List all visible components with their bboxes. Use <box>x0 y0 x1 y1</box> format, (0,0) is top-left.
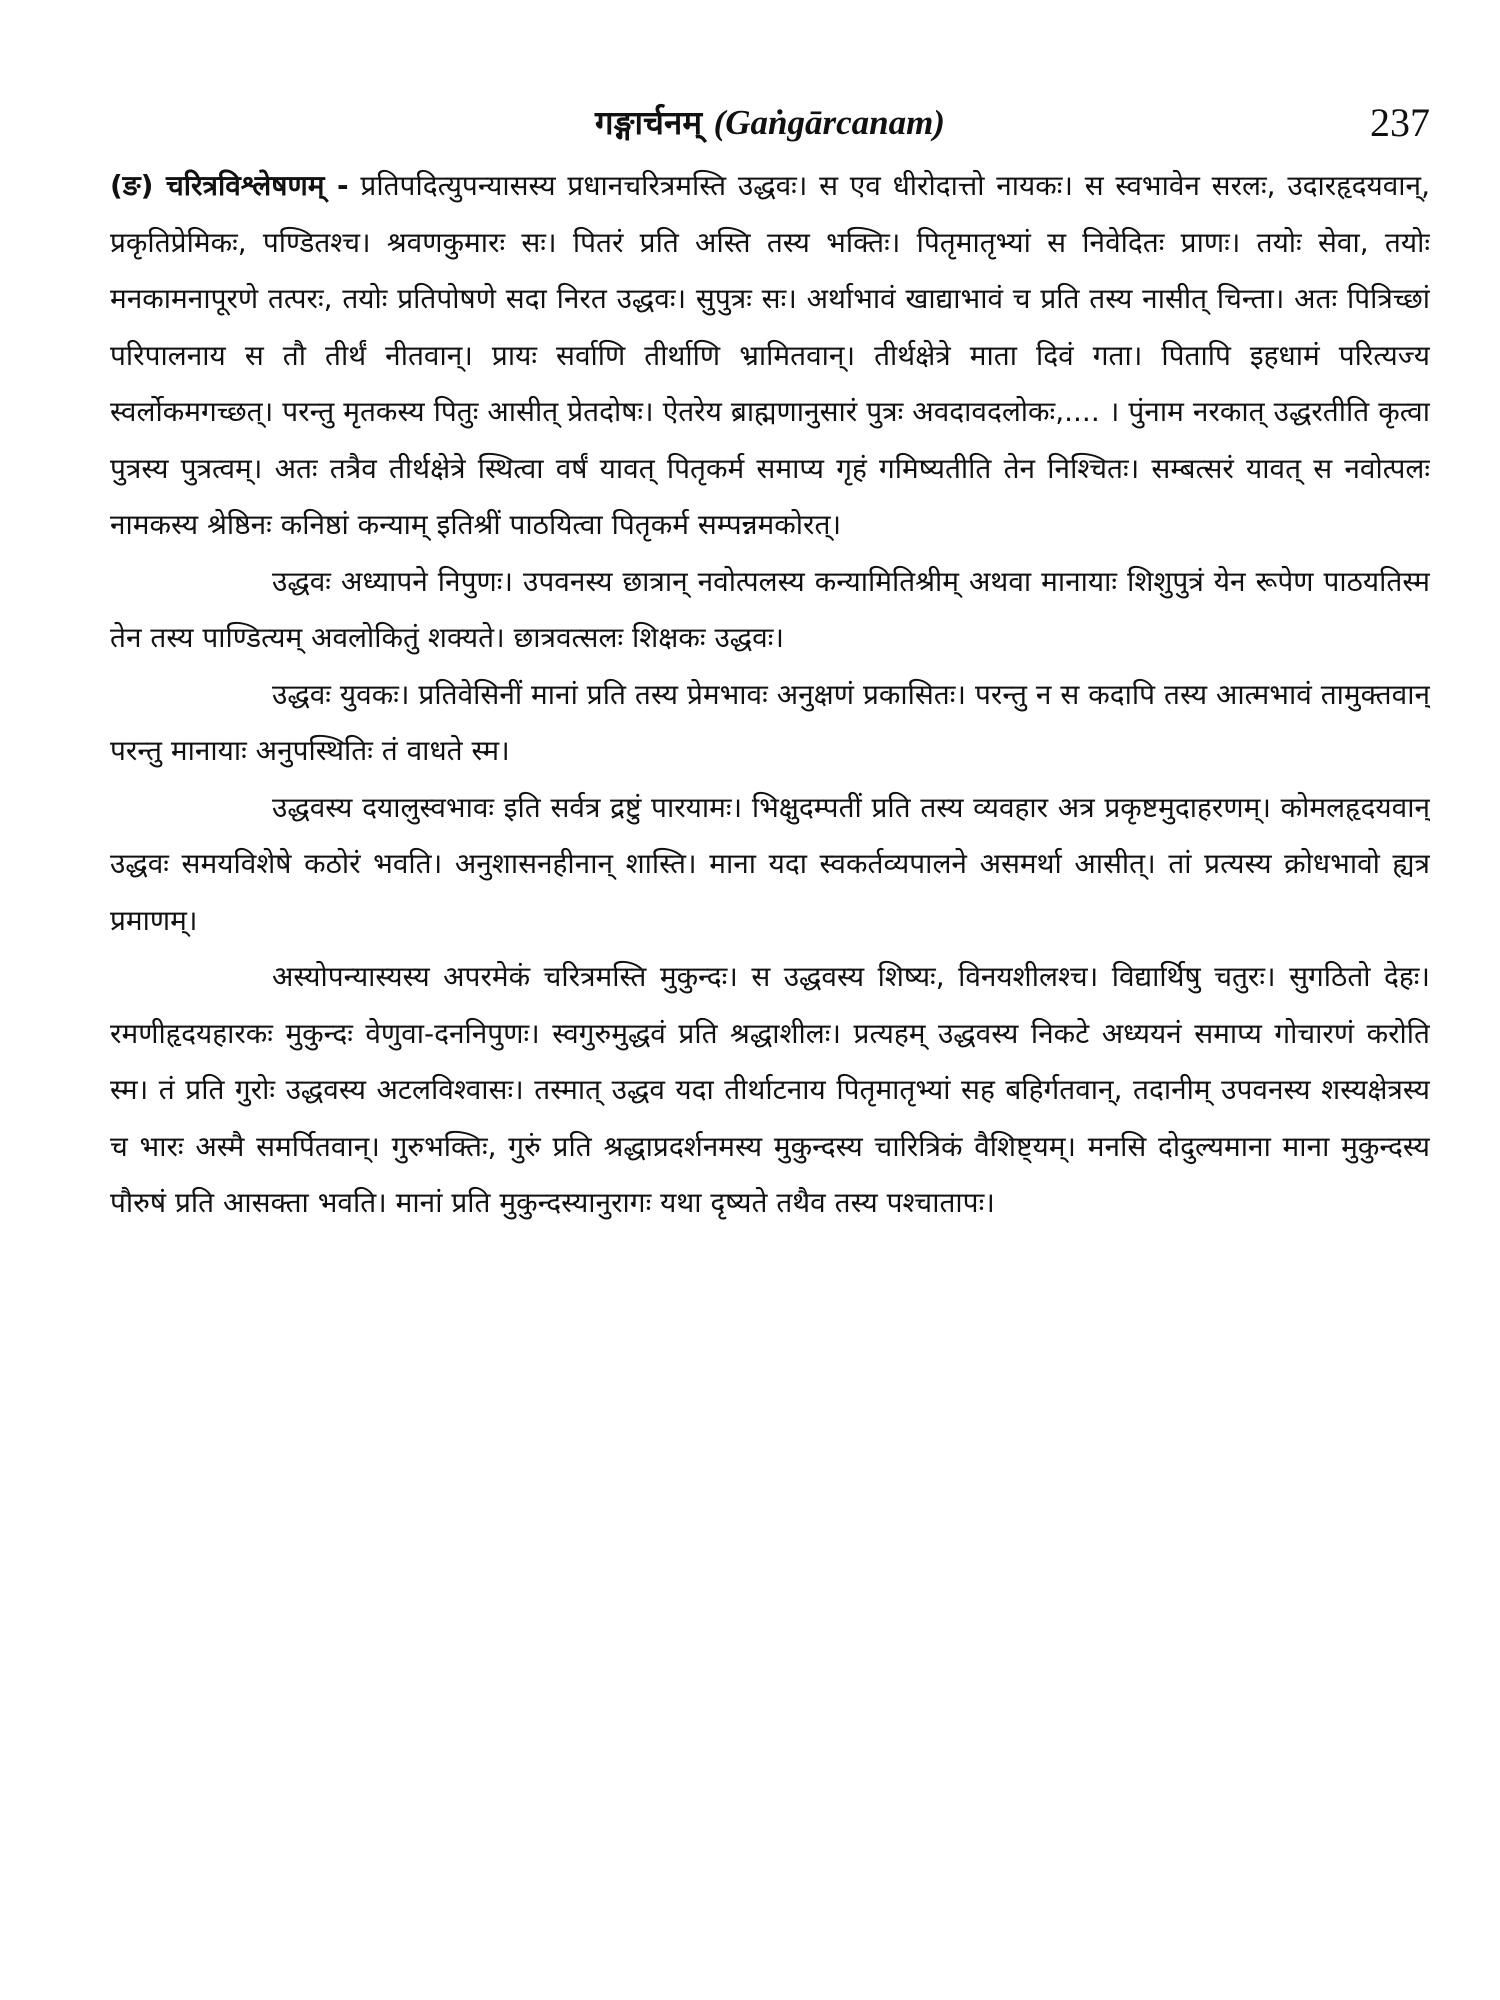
paragraph-character-analysis-intro <box>110 158 1430 554</box>
paragraph: अस्योपन्यास्यस्य अपरमेकं चरित्रमस्ति मुकुन्दः। स उद्धवस्य शिष्यः, विनयशीलश्च। विद्यार्थिषु चतुरः। सुगठितो देहः। रमणीहृदयहारकः मुकुन्दः वेणुवा-दननिपुणः। स्वगुरुमुद्धवं प्रति श्रद्धाशीलः। प्रत्यहम् उद्धवस्य निकटे अध्ययनं समाप्य गोचारणं करोति स्म। तं प्रति गुरोः उद्धवस्य अटलविश्वासः। तस्मात् उद्धव यदा तीर्थाटनाय पितृमातृभ्यां सह बहिर्गतवान्, तदानीम् उपवनस्य शस्यक्षेत्रस्य च भारः अस्मै समर्पितवान्। गुरुभक्तिः, गुरुं प्रति श्रद्धाप्रदर्शनमस्य मुकुन्दस्य चारित्रिकं वैशिष्ट्यम्। मनसि दोदुल्यमाना माना मुकुन्दस्य पौरुषं प्रति आसक्ता भवति। मानां प्रति मुकुन्दस्यानुरागः यथा दृष्यते तथैव तस्य पश्चातापः। <box>110 960 1430 1219</box>
paragraph: उद्धवः युवकः। प्रतिवेसिनीं मानां प्रति तस्य प्रेमभावः अनुक्षणं प्रकासितः। परन्तु न स कदापि तस्य आत्मभावं तामुक्तवान् परन्तु मानायाः अनुपस्थितिः तं वाधते स्म। <box>110 677 1430 767</box>
page-number: 237 <box>1370 100 1430 145</box>
running-title <box>110 100 1430 146</box>
body-text <box>110 158 1430 1878</box>
page-header <box>110 100 1430 160</box>
paragraph-text: प्रतिपदित्युपन्यासस्य प्रधानचरित्रमस्ति उद्धवः। स एव धीरोदात्तो नायकः। स स्वभावेन सरलः, उदारहृदयवान्, प्रकृतिप्रेमिकः, पण्डितश्च। श्रवणकुमारः सः। पितरं प्रति अस्ति तस्य भक्तिः। पितृमातृभ्यां स निवेदितः प्राणः। तयोः सेवा, तयोः मनकामनापूरणे तत्परः, तयोः प्रतिपोषणे सदा निरत उद्धवः। सुपुत्रः सः। अर्थाभावं खाद्याभावं च प्रति तस्य नासीत् चिन्ता। अतः पित्रिच्छां परिपालनाय स तौ तीर्थं नीतवान्। प्रायः सर्वाणि तीर्थाणि भ्रामितवान्। तीर्थक्षेत्रे माता दिवं गता। पितापि इहधामं परित्यज्य स्वर्लोकमगच्छत्। परन्तु मृतकस्य पितुः आसीत् प्रेतदोषः। ऐतरेय ब्राह्मणानुसारं पुत्रः अवदावदलोकः,.... । पुंनाम नरकात् उद्धरतीति कृत्वा पुत्रस्य पुत्रत्वम्। अतः तत्रैव तीर्थक्षेत्रे स्थित्वा वर्षं यावत् पितृकर्म समाप्य गृहं गमिष्यतीति तेन निश्चितः। सम्बत्सरं यावत् स नवोत्पलः नामकस्य श्रेष्ठिनः कनिष्ठां कन्याम् इतिश्रीं पाठयित्वा पितृकर्म सम्पन्नमकोरत्। <box>110 169 1430 541</box>
paragraph: उद्धवस्य दयालुस्वभावः इति सर्वत्र द्रष्टुं पारयामः। भिक्षुदम्पतीं प्रति तस्य व्यवहार अत्र प्रकृष्टमुदाहरणम्। कोमलहृदयवान् उद्धवः समयविशेषे कठोरं भवति। अनुशासनहीनान् शास्ति। माना यदा स्वकर्तव्यपालने असमर्था आसीत्। तां प्रत्यस्य क्रोधभावो ह्यत्र प्रमाणम्। <box>110 790 1430 937</box>
running-title-roman: (Gaṅgārcanam) <box>713 103 945 142</box>
section-heading: (ङ) चरित्रविश्लेषणम् - <box>110 169 349 202</box>
running-title-devanagari: गङ्गार्चनम् <box>595 103 703 142</box>
paragraph: उद्धवः अध्यापने निपुणः। उपवनस्य छात्रान् नवोत्पलस्य कन्यामितिश्रीम् अथवा मानायाः शिशुपुत्रं येन रूपेण पाठयतिस्म तेन तस्य पाण्डित्यम् अवलोकितुं शक्यते। छात्रवत्सलः शिक्षकः उद्धवः। <box>110 564 1430 654</box>
